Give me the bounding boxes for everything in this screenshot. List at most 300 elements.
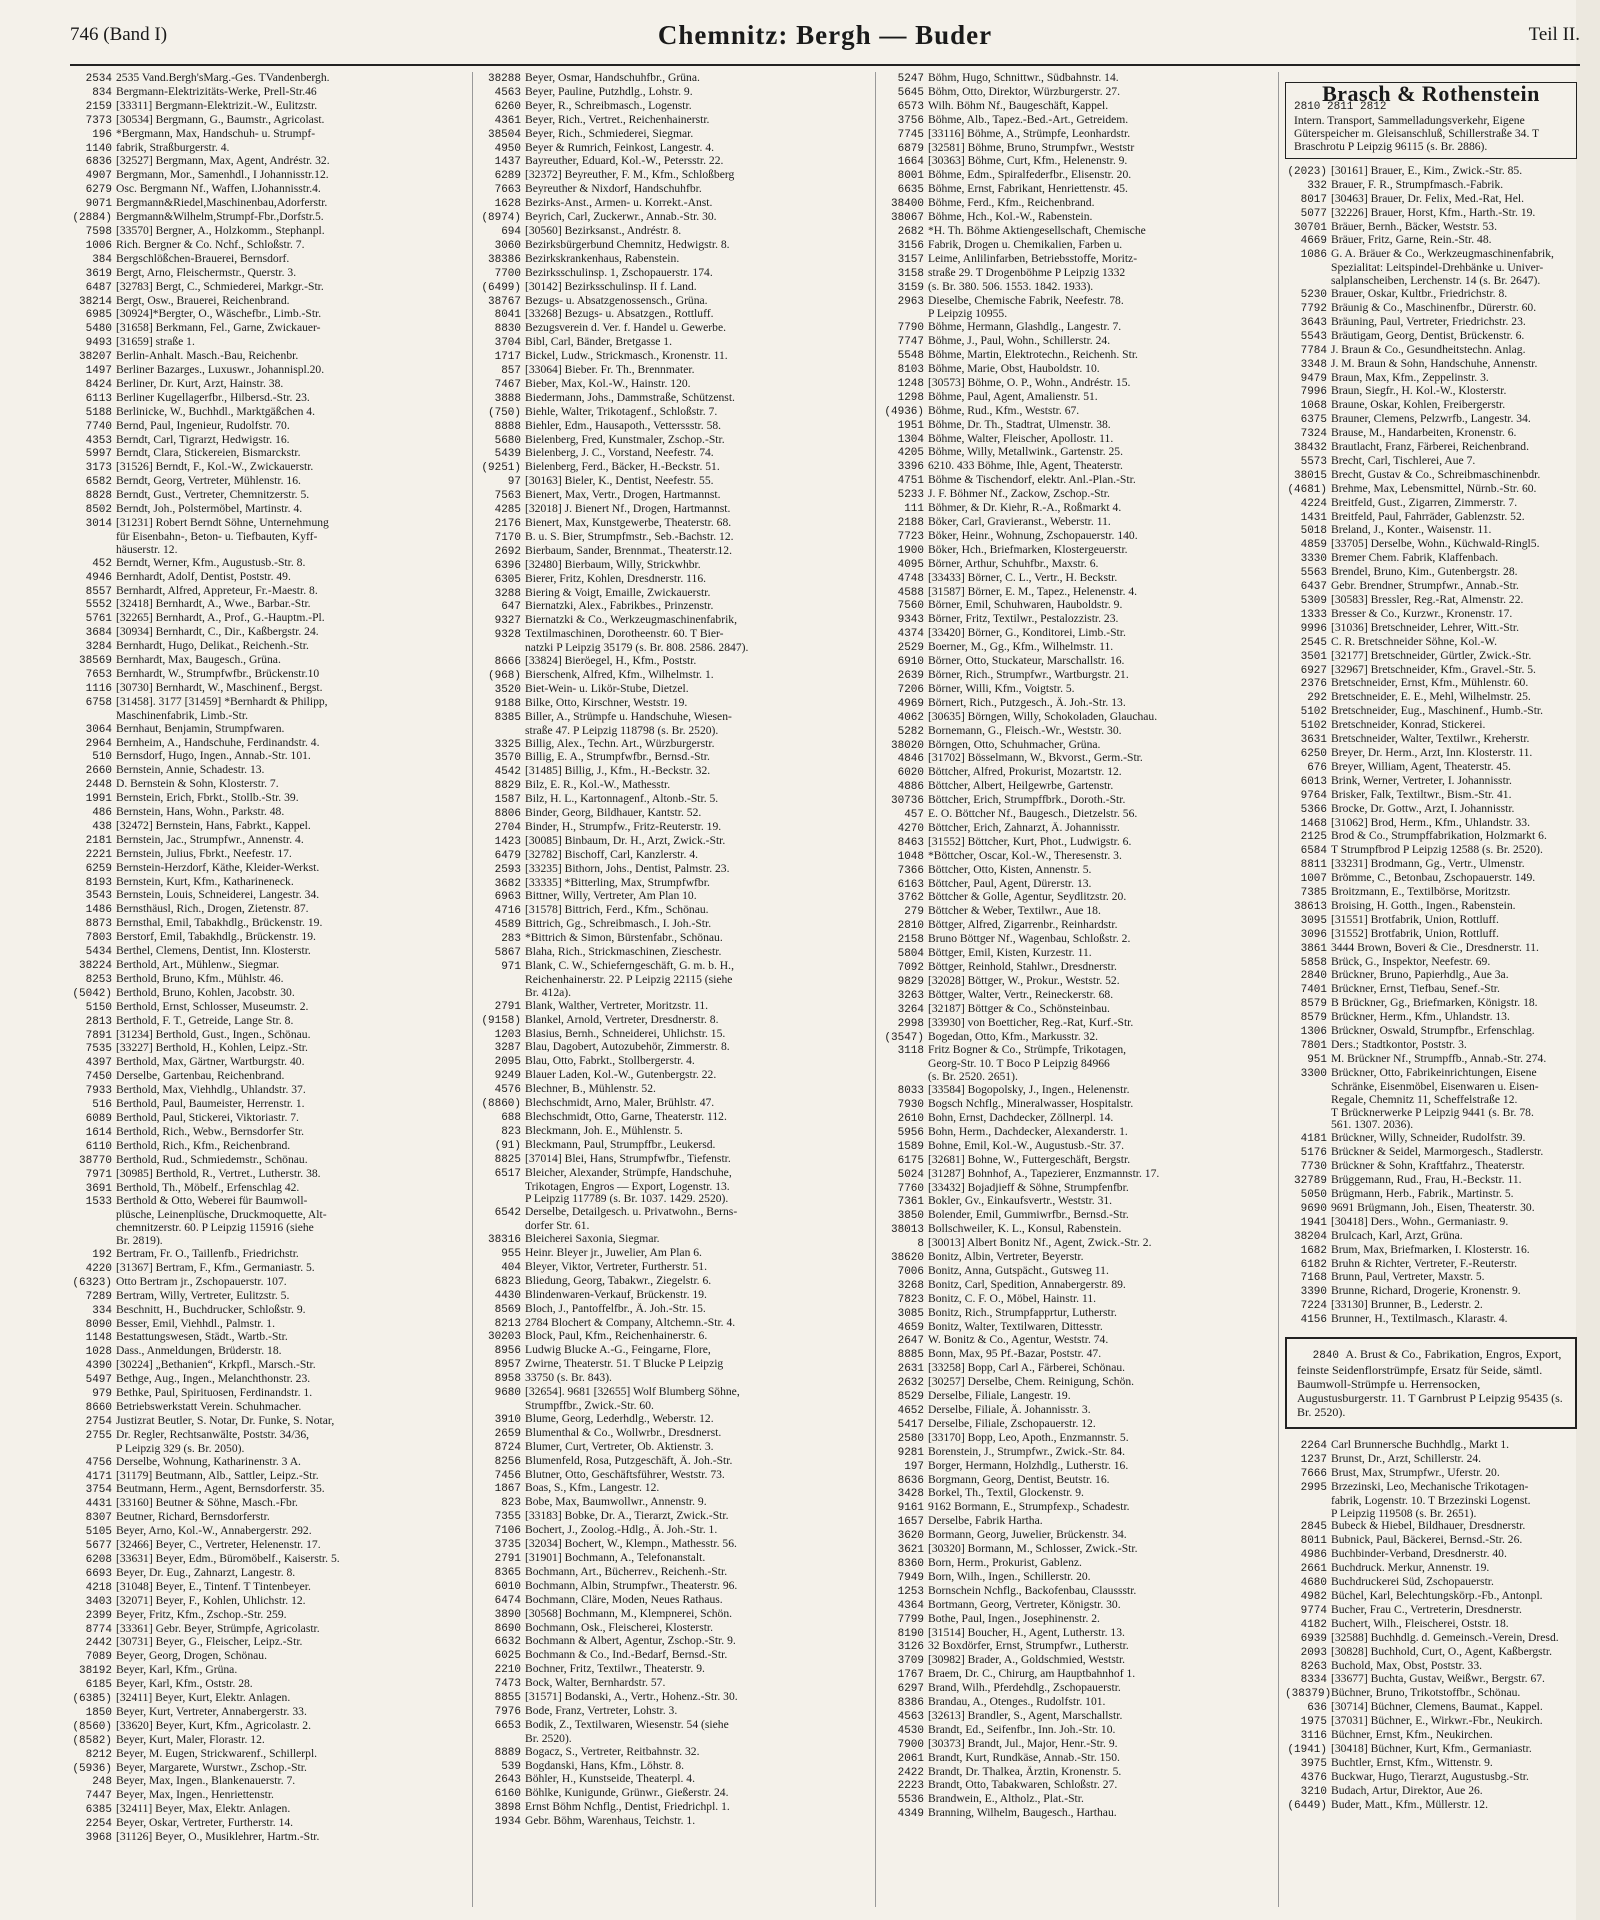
directory-entry: [1285, 997, 1577, 1011]
phone-number: 3910: [494, 1413, 521, 1426]
entry-text: J. F. Böhmer Nf., Zackow, Zschop.-Str.: [928, 488, 1110, 501]
phone-number: 2964: [85, 737, 112, 750]
phone-number: 7401: [1300, 984, 1327, 997]
directory-entry: [882, 72, 1277, 86]
entry-text: Born, Wilh., Ingen., Schillerstr. 20.: [928, 1570, 1091, 1583]
directory-entry: [70, 322, 465, 336]
directory-entry: [1285, 427, 1577, 441]
directory-entry: [1285, 483, 1577, 497]
directory-entry: [882, 1724, 1277, 1738]
directory-entry: [70, 100, 465, 114]
phone-number: 3264: [897, 1003, 924, 1016]
directory-entry: [479, 628, 874, 642]
phone-number: 2442: [85, 1637, 112, 1650]
advertisement-brust: [1285, 1337, 1577, 1429]
entry-text: Beyer, Karl, Kfm., Oststr. 28.: [116, 1678, 253, 1691]
entry-text: Bergt, Arno, Fleischermstr., Querstr. 3.: [116, 266, 297, 279]
entry-text: Böttcher & Golle, Agentur, Seydlitzstr. 20.: [928, 891, 1127, 904]
directory-entry: [1285, 372, 1577, 386]
entry-text: Brauer, Oskar, Kultbr., Friedrichstr. 8.: [1331, 288, 1508, 301]
entry-text: [31458]. 3177 [31459] *Bernhardt & Philipp,: [116, 695, 328, 708]
entry-text: [30013] Albert Bonitz Nf., Agent, Zwick.-Str. 2.: [928, 1237, 1152, 1250]
entry-text: Bernstein, Louis, Schneiderei, Langestr. 34.: [116, 889, 320, 902]
entry-text: Bretschneider, E. E., Mehl, Wilhelmstr. 25.: [1331, 691, 1531, 704]
phone-number: 2610: [897, 1112, 924, 1125]
directory-entry: [882, 1460, 1277, 1474]
entry-text: Böttcher & Weber, Textilwr., Aue 18.: [928, 905, 1101, 918]
entry-text: Broising, H. Gotth., Ingen., Rabenstein.: [1331, 899, 1516, 912]
entry-text: Regale, Chemnitz 11, Scheffelstraße 12.: [1331, 1093, 1518, 1106]
phone-number: 2223: [897, 1780, 924, 1793]
entry-text: Beyer, R., Schreibmasch., Logenstr.: [525, 99, 692, 112]
directory-entry: [70, 1029, 465, 1043]
phone-number: 971: [501, 961, 521, 973]
phone-number: 7723: [897, 530, 924, 543]
entry-text: Bornemann, G., Fleisch.-Wr., Weststr. 30.: [928, 724, 1122, 737]
phone-number: 3501: [1300, 650, 1327, 663]
entry-text: 9162 Bormann, E., Strumpfexp., Schadestr.: [928, 1501, 1130, 1514]
entry-text: [30560] Bezirksanst., Andréstr. 8.: [525, 224, 682, 237]
phone-number: 1333: [1300, 608, 1327, 621]
directory-entry: [882, 1362, 1277, 1376]
entry-text: Bernstein, Kurt, Kfm., Katharineneck.: [116, 875, 294, 888]
phone-number: 2181: [85, 834, 112, 847]
phone-number: 1306: [1300, 1026, 1327, 1039]
directory-entry: [1285, 705, 1577, 719]
phone-number: 3682: [494, 877, 521, 890]
entry-text: 2535 Vand.Bergh'sMarg.-Ges. TVandenbergh.: [116, 72, 330, 84]
phone-number: (6385): [72, 1693, 112, 1706]
directory-entry: [882, 1543, 1277, 1557]
directory-entry: [479, 1111, 874, 1125]
phone-number: 1628: [494, 198, 521, 211]
directory-entry: [70, 1235, 465, 1248]
directory-entry: [882, 683, 1277, 697]
ad-phone-numbers: 2810 2811 2812: [1294, 100, 1387, 113]
phone-number: 7930: [897, 1099, 924, 1112]
phone-number: 6437: [1300, 581, 1327, 594]
phone-number: 5536: [897, 1794, 924, 1807]
entry-text: Berndt, Gust., Vertreter, Chemnitzerstr. 5.: [116, 489, 310, 502]
directory-entry: [70, 225, 465, 239]
directory-entry: [882, 641, 1277, 655]
phone-number: 6836: [85, 156, 112, 169]
phone-number: 8690: [494, 1622, 521, 1635]
directory-entry: [882, 1752, 1277, 1766]
entry-text: Braune, Oskar, Kohlen, Freibergerstr.: [1331, 399, 1506, 412]
phone-number: 3263: [897, 989, 924, 1002]
phone-number: 38504: [487, 128, 521, 141]
entry-text: Bergmann, Mor., Samenhdl., I Johannisstr.12.: [116, 169, 329, 182]
entry-text: P Leipzig 117789 (s. Br. 1037. 1429. 2520).: [525, 1193, 729, 1206]
directory-entry: [882, 363, 1277, 377]
directory-entry: [70, 1623, 465, 1637]
phone-number: 2158: [897, 934, 924, 947]
entry-text: Brecht, Carl, Tischlerei, Aue 7.: [1331, 454, 1476, 467]
entry-text: Breland, J., Konter., Waisenstr. 11.: [1331, 524, 1492, 537]
phone-number: 5439: [494, 448, 521, 461]
entry-text: Brandt, Kurt, Rundkäse, Annab.-Str. 150.: [928, 1751, 1120, 1764]
ad2-phone-number: 2840: [1312, 1350, 1339, 1363]
directory-entry: [1285, 288, 1577, 302]
entry-text: Berthold, Ernst, Schlosser, Museumstr. 2.: [116, 1000, 309, 1013]
phone-number: 4588: [897, 586, 924, 599]
directory-entry: [1285, 344, 1577, 358]
phone-number: 2845: [1300, 1521, 1327, 1534]
entry-text: [30463] Brauer, Dr. Felix, Med.-Rat, Hel.: [1331, 192, 1525, 205]
phone-number: 2643: [494, 1774, 521, 1787]
phone-number: 6113: [85, 392, 112, 405]
directory-entry: [882, 975, 1277, 989]
phone-number: 197: [904, 1460, 924, 1473]
directory-entry: [70, 1415, 465, 1429]
phone-number: 9281: [897, 1446, 924, 1459]
entry-text: [30373] Brandt, Jul., Major, Henr.-Str. 9.: [928, 1737, 1118, 1750]
directory-entry: [70, 267, 465, 281]
phone-number: 955: [501, 1248, 521, 1261]
entry-text: Textilmaschinen, Dorotheenstr. 60. T Bier-: [525, 628, 724, 641]
phone-number: 7823: [897, 1293, 924, 1306]
phone-number: 4652: [897, 1405, 924, 1417]
entry-text: [30985] Berthold, R., Vertret., Lutherstr. 38.: [116, 1167, 321, 1180]
phone-number: 3543: [85, 890, 112, 903]
directory-entry: [1285, 1785, 1577, 1799]
entry-text: Beutmann, Herm., Agent, Bernsdorferstr. 35.: [116, 1483, 325, 1496]
entry-text: Brömme, C., Betonbau, Zschopauerstr. 149.: [1331, 872, 1536, 885]
phone-number: 452: [92, 557, 112, 570]
entry-text: Buchdruck. Merkur, Annenstr. 19.: [1331, 1562, 1490, 1575]
entry-text: Brückner, Otto, Fabrikeinrichtungen, Eisene: [1331, 1066, 1537, 1079]
phone-number: 3158: [897, 267, 924, 280]
entry-text: Berthold, Rud., Schmiedemstr., Schönau.: [116, 1153, 308, 1166]
directory-entry: [479, 336, 874, 350]
directory-entry: [479, 1441, 874, 1455]
phone-number: 9071: [85, 198, 112, 211]
phone-number: 2692: [494, 545, 521, 558]
entry-text: Bochmann, Osk., Fleischerei, Klosterstr.: [525, 1621, 714, 1634]
directory-entry: [1285, 385, 1577, 399]
directory-entry: [70, 1042, 465, 1056]
phone-number: 3631: [1300, 734, 1327, 747]
phone-number: 4182: [1300, 1618, 1327, 1631]
directory-entry: [882, 1279, 1277, 1293]
phone-number: 3619: [85, 267, 112, 280]
directory-entry: [1285, 330, 1577, 344]
entry-text: Bornschein Nchflg., Backofenbau, Claussstr.: [928, 1584, 1137, 1597]
phone-number: 4181: [1300, 1133, 1327, 1146]
directory-entry: [70, 1817, 465, 1831]
phone-number: 6163: [897, 878, 924, 891]
directory-entry: [70, 1209, 465, 1222]
entry-text: Beyer & Rumrich, Feinkost, Langestr. 4.: [525, 141, 715, 154]
phone-number: 4563: [494, 86, 521, 99]
directory-entry: [70, 461, 465, 475]
directory-entry: [70, 612, 465, 626]
entry-text: Bilke, Otto, Kirschner, Weststr. 19.: [525, 696, 688, 709]
directory-entry: [1285, 1053, 1577, 1067]
phone-number: 9161: [897, 1502, 924, 1515]
entry-text: [33620] Beyer, Kurt, Kfm., Agricolastr. 2.: [116, 1719, 311, 1732]
phone-number: 38224: [78, 960, 112, 972]
entry-text: Brandt, Dr. Thalkea, Ärztin, Kronenstr. 5.: [928, 1765, 1122, 1778]
phone-number: 3684: [85, 627, 112, 640]
directory-entry: [70, 792, 465, 806]
entry-text: Bochmann & Co., Ind.-Bedarf, Bernsd.-Str.: [525, 1649, 728, 1662]
directory-entry: [882, 989, 1277, 1003]
directory-entry: [70, 640, 465, 654]
entry-text: Leime, Anlilinfarben, Betriebsstoffe, Moritz-: [928, 252, 1138, 265]
entry-text: Böker, Carl, Gravieranst., Weberstr. 11.: [928, 516, 1111, 528]
phone-number: 5804: [897, 948, 924, 961]
directory-entry: [479, 669, 874, 683]
directory-entry: [70, 420, 465, 434]
directory-entry: [70, 1248, 465, 1262]
phone-number: 4095: [897, 558, 924, 571]
entry-text: [31551] Brotfabrik, Union, Rottluff.: [1331, 913, 1499, 926]
phone-number: 6985: [85, 309, 112, 322]
directory-entry: [882, 516, 1277, 530]
directory-entry: [882, 891, 1277, 905]
phone-number: 7560: [897, 600, 924, 613]
directory-entry: [70, 848, 465, 862]
directory-entry: [70, 1734, 465, 1748]
phone-number: 8579: [1300, 998, 1327, 1011]
phone-number: 2221: [85, 848, 112, 861]
phone-number: 3330: [1300, 553, 1327, 566]
phone-number: (2884): [72, 212, 112, 225]
entry-text: Bienert, Max, Vertr., Drogen, Hartmannst.: [525, 489, 721, 502]
entry-text: C. R. Bretschneider Söhne, Kol.-W.: [1331, 635, 1498, 648]
directory-entry: [479, 1427, 874, 1441]
phone-number: 8307: [85, 1512, 112, 1525]
phone-number: 8213: [494, 1317, 521, 1330]
phone-number: 2176: [494, 518, 521, 530]
phone-number: 9327: [494, 615, 521, 628]
directory-entry: [1285, 817, 1577, 831]
phone-number: 2376: [1300, 678, 1327, 691]
phone-number: 4220: [85, 1262, 112, 1275]
phone-number: 8774: [85, 1623, 112, 1636]
directory-entry: [479, 1677, 874, 1691]
directory-entry: [479, 1719, 874, 1733]
directory-entry: [70, 1609, 465, 1623]
phone-number: 2159: [85, 100, 112, 113]
phone-number: 6584: [1300, 845, 1327, 858]
entry-text: Berthold, Bruno, Kfm., Mühlstr. 46.: [116, 972, 284, 985]
directory-entry: [479, 946, 874, 960]
entry-text: Buder, Matt., Kfm., Müllerstr. 12.: [1331, 1798, 1489, 1811]
directory-entry: [1285, 193, 1577, 207]
entry-text: Beyer, Oskar, Vertreter, Furtherstr. 14.: [116, 1817, 294, 1830]
phone-number: 38400: [890, 198, 924, 211]
phone-number: 2529: [897, 642, 924, 655]
phone-number: 38432: [1293, 442, 1327, 455]
entry-text: Bogacz, S., Vertreter, Reitbahnstr. 32.: [525, 1745, 700, 1758]
directory-entry: [882, 1265, 1277, 1279]
phone-number: 486: [92, 807, 112, 820]
directory-entry: [1285, 1729, 1577, 1743]
entry-text: Beyer, Rich., Schmiederei, Siegmar.: [525, 127, 694, 140]
phone-number: 3570: [494, 752, 521, 765]
entry-text: Böhler, H., Kunstseide, Theaterpl. 4.: [525, 1773, 695, 1786]
entry-text: Buchtler, Ernst, Kfm., Wittenstr. 9.: [1331, 1756, 1493, 1769]
phone-number: 38015: [1293, 469, 1327, 482]
phone-number: 3348: [1300, 358, 1327, 371]
entry-text: Boerner, M., Gg., Kfm., Wilhelmstr. 11.: [928, 641, 1114, 654]
directory-entry: [70, 378, 465, 392]
phone-number: 4542: [494, 766, 521, 779]
entry-text: Beyer, M. Eugen, Strickwarenf., Schillerpl.: [116, 1747, 318, 1760]
phone-number: 3325: [494, 738, 521, 751]
entry-text: (s. Br. 380. 506. 1553. 1842. 1933).: [928, 280, 1094, 293]
entry-text: Böhme, Alb., Tapez.-Bed.-Art., Getreidem.: [928, 113, 1129, 126]
directory-entry: [1285, 1743, 1577, 1757]
directory-entry: [1285, 1590, 1577, 1604]
phone-number: 4218: [85, 1581, 112, 1594]
directory-entry: [479, 1400, 874, 1413]
entry-text: Berndt, Joh., Polstermöbel, Martinstr. 4.: [116, 503, 303, 516]
phone-number: 3888: [494, 392, 521, 405]
entry-text: [30731] Beyer, G., Fleischer, Leipz.-Str.: [116, 1636, 303, 1649]
phone-number: 5997: [85, 448, 112, 461]
directory-entry: [1285, 1632, 1577, 1646]
entry-text: Büchner, Ernst, Kfm., Neukirchen.: [1331, 1729, 1493, 1742]
directory-entry: [1285, 803, 1577, 817]
phone-number: 4361: [494, 114, 521, 127]
directory-entry: [1285, 1313, 1577, 1327]
phone-number: 4353: [85, 434, 112, 447]
phone-number: 6010: [494, 1580, 521, 1593]
entry-text: Böhme, Marie, Obst, Hauboldstr. 10.: [928, 363, 1100, 376]
phone-number: 332: [1307, 179, 1327, 192]
phone-number: 5645: [897, 86, 924, 99]
phone-number: 97: [507, 476, 521, 489]
entry-text: Bierschenk, Alfred, Kfm., Wilhelmstr. 1.: [525, 668, 714, 681]
directory-entry: [479, 642, 874, 655]
phone-number: 7456: [494, 1469, 521, 1482]
phone-number: 2995: [1300, 1481, 1327, 1494]
entry-text: [31658] Berkmann, Fel., Garne, Zwickauer-: [116, 322, 321, 335]
entry-text: Blumer, Curt, Vertreter, Ob. Aktienstr. 3.: [525, 1440, 714, 1453]
phone-number: 7792: [1300, 302, 1327, 315]
phone-number: 2210: [494, 1664, 521, 1677]
directory-entry: [70, 1553, 465, 1567]
directory-entry: [479, 904, 874, 918]
entry-text: Bucher, Frau C., Vertreterin, Dresdnerstr.: [1331, 1603, 1522, 1616]
directory-entry: [70, 72, 465, 86]
entry-text: 33750 (s. Br. 843).: [525, 1372, 612, 1385]
directory-entry: [882, 433, 1277, 447]
directory-entry: [1285, 1534, 1577, 1548]
phone-number: 7803: [85, 932, 112, 945]
directory-entry: [479, 725, 874, 738]
phone-number: 7976: [494, 1705, 521, 1718]
entry-text: Bernheim, A., Handschuhe, Ferdinandstr. 4.: [116, 736, 320, 749]
entry-text: Brendel, Bruno, Kim., Gutenbergstr. 28.: [1331, 566, 1518, 579]
phone-number: 8830: [494, 323, 521, 336]
entry-text: Gebr. Böhm, Warenhaus, Teichstr. 1.: [525, 1815, 696, 1828]
directory-entry: [479, 1787, 874, 1801]
directory-entry: [1285, 1646, 1577, 1660]
phone-number: 38192: [78, 1665, 112, 1678]
entry-text: [33231] Brodmann, Gg., Vertr., Ulmenstr.: [1331, 858, 1525, 871]
directory-entry: [479, 1167, 874, 1181]
directory-entry: [479, 1303, 874, 1317]
directory-entry: [70, 598, 465, 612]
phone-number: 9690: [1300, 1202, 1327, 1215]
phone-number: 192: [92, 1249, 112, 1262]
directory-entry: [70, 1290, 465, 1304]
directory-entry: [479, 960, 874, 974]
phone-number: 7996: [1300, 386, 1327, 399]
directory-entry: [479, 225, 874, 239]
entry-text: Berndt, Werner, Kfm., Augustusb.-Str. 8.: [116, 556, 306, 569]
entry-text: Böttger, Alfred, Zigarrenbr., Reinhardstr.: [928, 919, 1118, 932]
entry-text: Bernhardt, Max, Baugesch., Grüna.: [116, 654, 281, 667]
entry-text: D. Bernstein & Sohn, Klosterstr. 7.: [116, 778, 279, 791]
entry-text: [32480] Bierbaum, Willy, Strickwhbr.: [525, 558, 701, 571]
phone-number: 6259: [85, 862, 112, 875]
entry-text: 561. 1307. 2036).: [1331, 1119, 1414, 1132]
entry-text: G. A. Bräuer & Co., Werkzeugmaschinenfabrik,: [1331, 248, 1554, 261]
directory-entry: [70, 682, 465, 696]
directory-entry: [479, 1083, 874, 1097]
entry-text: J. Braun & Co., Gesundheitstechn. Anlag.: [1331, 343, 1526, 356]
directory-entry: [882, 1223, 1277, 1237]
directory-entry: [882, 864, 1277, 878]
directory-entry: [479, 1247, 874, 1261]
phone-number: 3704: [494, 337, 521, 350]
directory-entry: [1285, 1687, 1577, 1701]
directory-entry: [70, 750, 465, 764]
entry-text: 9691 Brügmann, Joh., Eisen, Theaterstr. 30.: [1331, 1201, 1535, 1214]
phone-number: 7366: [897, 864, 924, 877]
directory-entry: [70, 571, 465, 585]
phone-number: (1941): [1287, 1743, 1327, 1756]
entry-text: [33705] Derselbe, Wohn., Küchwald-Ringl5.: [1331, 538, 1540, 551]
directory-entry: [479, 1773, 874, 1787]
phone-number: 2660: [85, 765, 112, 778]
directory-entry: [882, 460, 1277, 474]
phone-number: 2661: [1300, 1563, 1327, 1576]
entry-text: Beyer, Kurt, Vertreter, Annabergerstr. 33.: [116, 1705, 307, 1718]
entry-text: [32226] Brauer, Horst, Kfm., Harth.-Str. 19.: [1331, 206, 1536, 219]
phone-number: 7730: [1300, 1161, 1327, 1174]
directory-entry: [479, 1801, 874, 1815]
directory-entry: [479, 308, 874, 322]
entry-text: Bonitz, Anna, Gutspächt., Gutsweg 11.: [928, 1264, 1109, 1277]
phone-number: 1587: [494, 794, 521, 807]
directory-entry: [1285, 1011, 1577, 1025]
entry-text: Bogsch Nchflg., Mineralwasser, Hospitalstr.: [928, 1098, 1134, 1111]
entry-text: Berlin-Anhalt. Masch.-Bau, Reichenbr.: [116, 350, 299, 363]
phone-number: 1951: [897, 419, 924, 432]
directory-entry: [70, 1373, 465, 1387]
directory-entry: [479, 142, 874, 156]
entry-text: Derselbe, Wohnung, Katharinenstr. 3 A.: [116, 1455, 301, 1468]
phone-number: 6160: [494, 1788, 521, 1801]
entry-text: Justizrat Beutler, S. Notar, Dr. Funke, S. Notar,: [116, 1414, 335, 1427]
entry-text: Brisker, Falk, Textiltwr., Bism.-Str. 41.: [1331, 788, 1512, 801]
phone-number: 636: [1307, 1702, 1327, 1715]
directory-entry: [882, 627, 1277, 641]
directory-entry: [479, 1608, 874, 1622]
entry-text: Bruno Böttger Nf., Wagenbau, Schloßstr. 2.: [928, 933, 1131, 946]
directory-entry: [70, 668, 465, 682]
phone-number: (9251): [481, 462, 521, 475]
directory-entry: [70, 1331, 465, 1345]
entry-text: [33258] Bopp, Carl A., Färberei, Schönau.: [928, 1362, 1126, 1375]
